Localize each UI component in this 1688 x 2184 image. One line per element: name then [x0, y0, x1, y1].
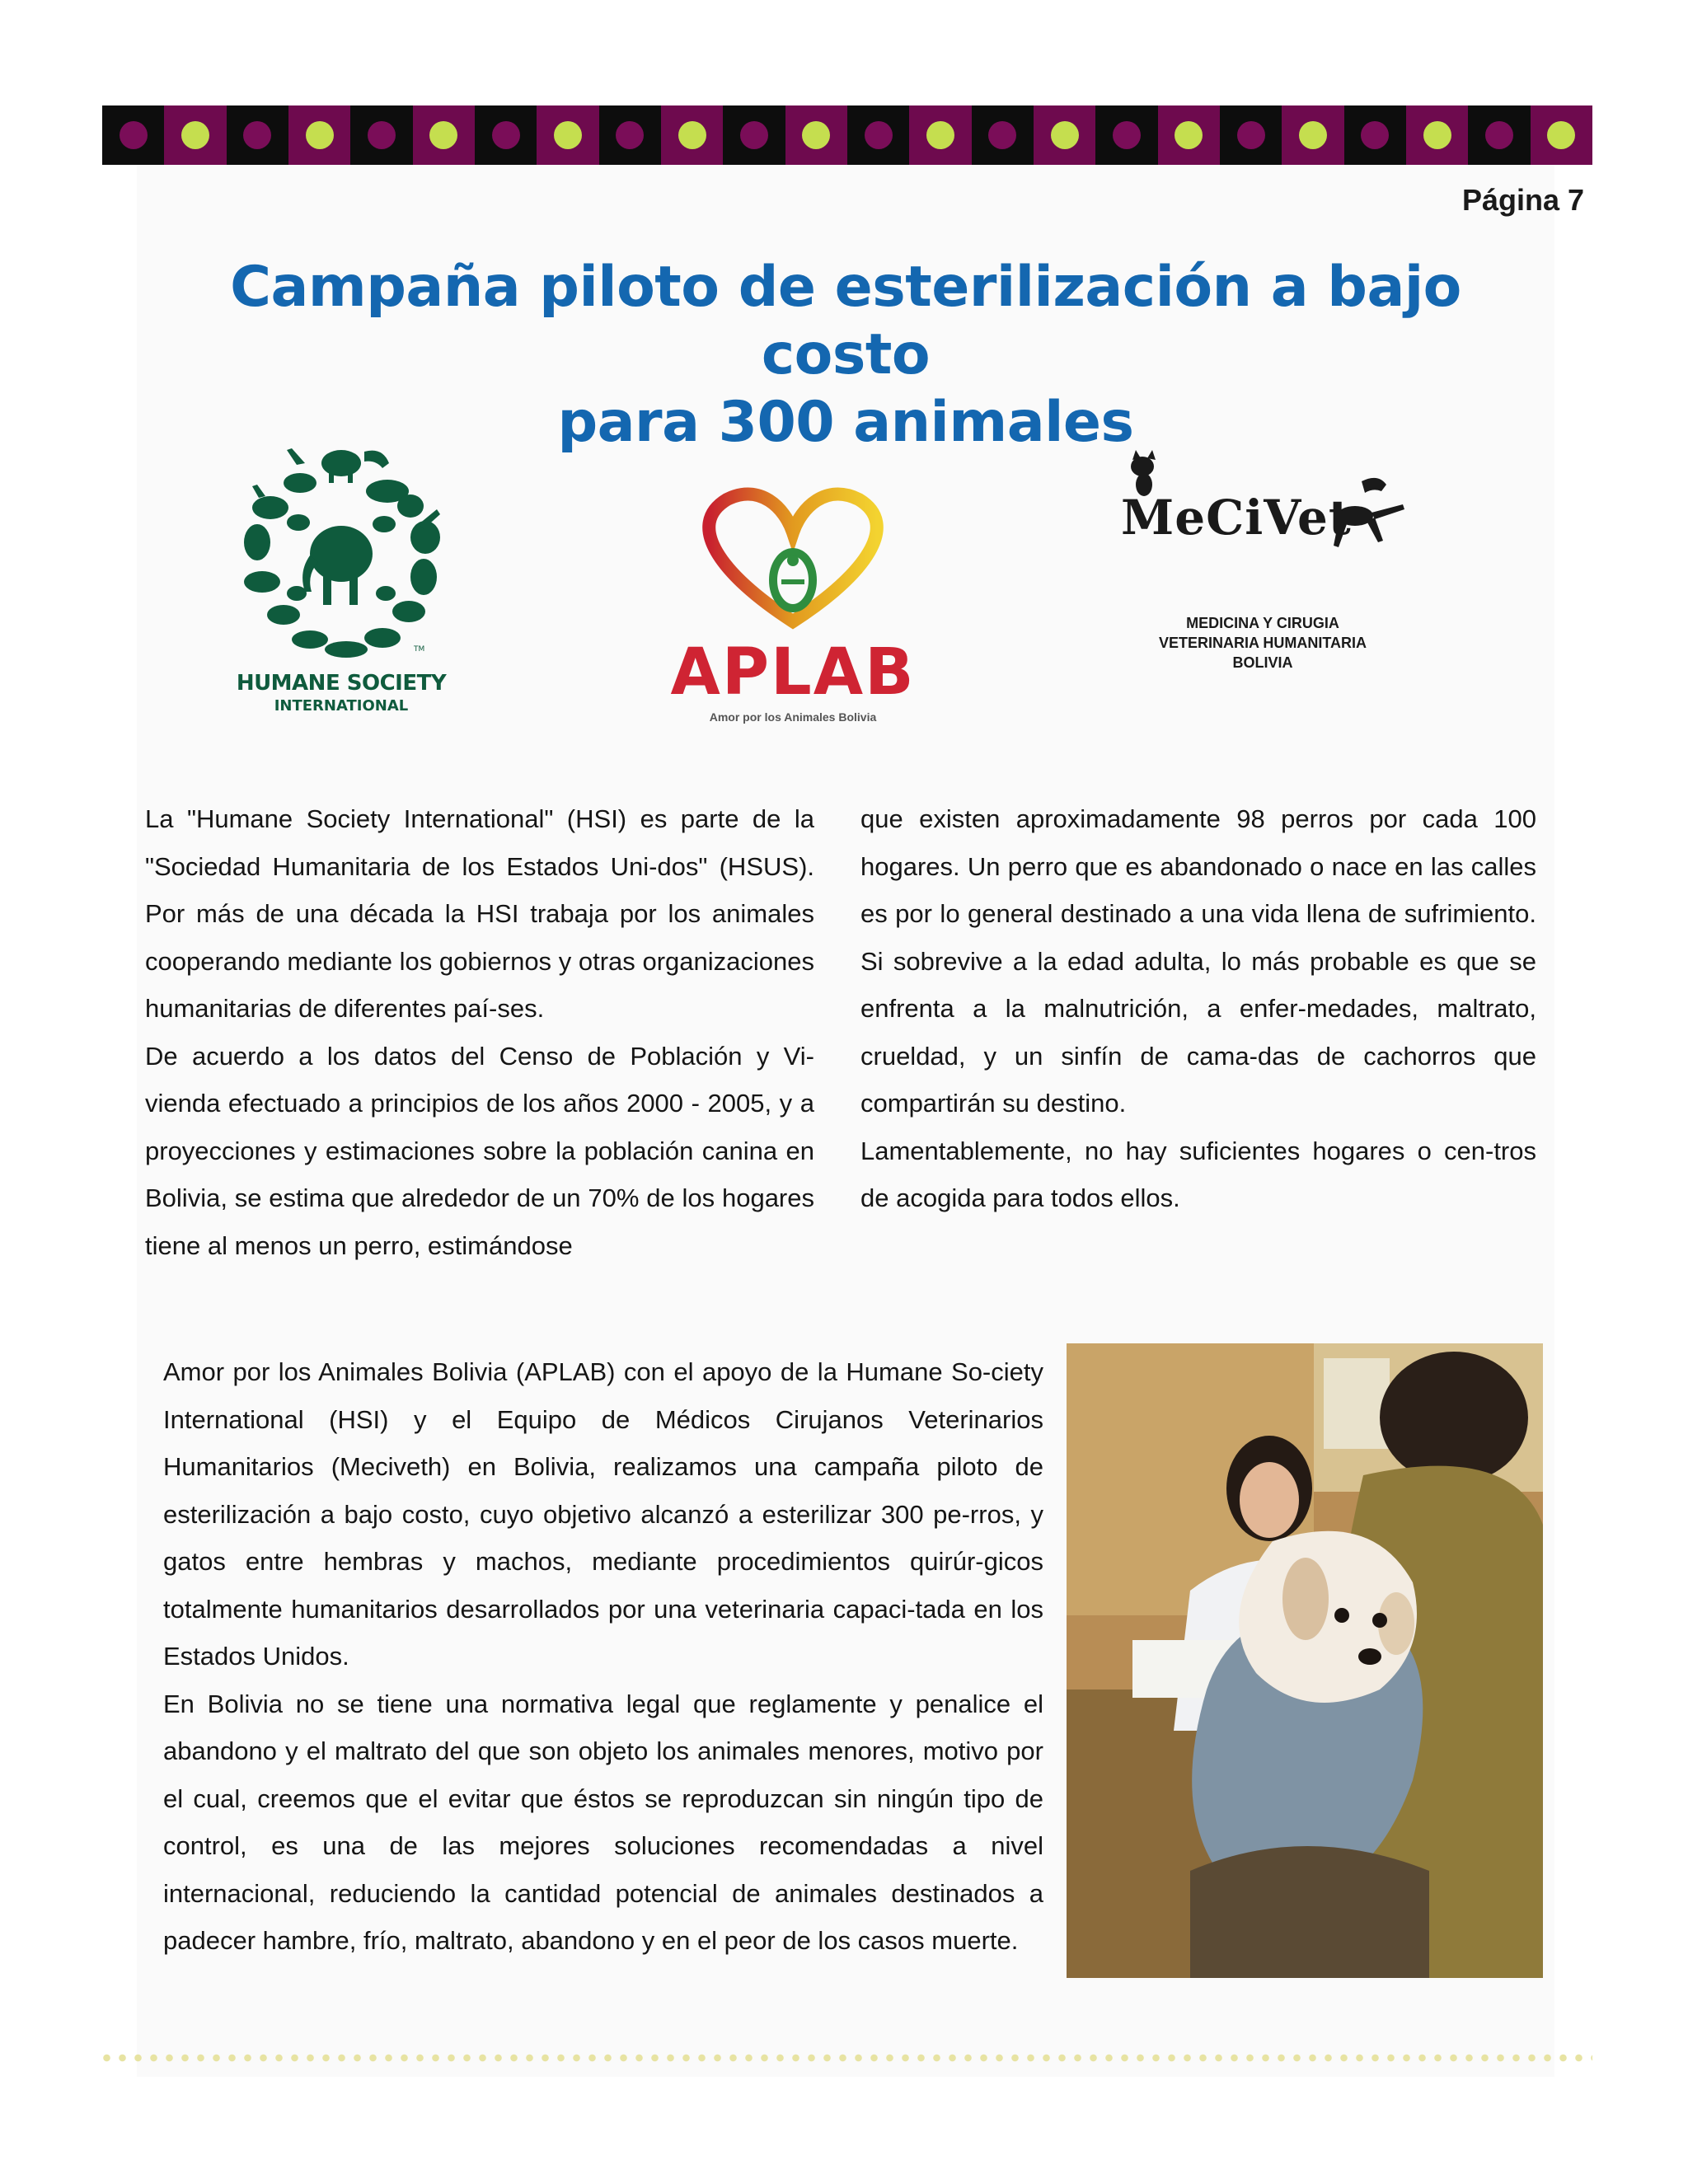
page-number: Página 7	[1461, 183, 1584, 217]
band-cell	[1531, 105, 1592, 165]
band-dot	[1175, 121, 1203, 149]
mecivet-subtitle-line-3: BOLIVIA	[1232, 654, 1293, 671]
band-dot	[243, 121, 271, 149]
aplab-name: APLAB	[670, 635, 916, 710]
aplab-tagline: Amor por los Animales Bolivia	[709, 710, 877, 724]
band-dot	[926, 121, 954, 149]
decorative-header-band	[102, 105, 1592, 165]
band-dot	[802, 121, 830, 149]
trademark-mark: TM	[414, 645, 425, 654]
band-cell	[413, 105, 475, 165]
vet-with-dog-photo	[1067, 1343, 1543, 1978]
band-dot	[988, 121, 1016, 149]
paragraph-shelters: Lamentablemente, no hay suficientes hogares o cen-tros de acogida para todos ellos.	[860, 1136, 1536, 1212]
band-dot	[181, 121, 209, 149]
band-cell	[164, 105, 226, 165]
band-dot	[368, 121, 396, 149]
band-dot	[120, 121, 148, 149]
band-dot	[1237, 121, 1265, 149]
title-line-2: para 300 animales	[557, 390, 1134, 455]
hsi-logo-line-2: INTERNATIONAL	[274, 697, 409, 715]
hsi-logo-line-1: HUMANE SOCIETY	[236, 671, 447, 696]
band-dot	[1547, 121, 1575, 149]
band-cell	[785, 105, 847, 165]
band-cell	[288, 105, 350, 165]
band-dot	[1051, 121, 1079, 149]
paragraph-hsi-intro: La "Humane Society International" (HSI) es parte de la "Sociedad Humanitaria de los Estados Uni-dos" (HSUS). Por más de una década la HSI trabaja por los animales cooperando mediante los gobiernos y otras organizaciones humanitarias de diferentes paí-ses.	[145, 804, 814, 1023]
band-dot	[1113, 121, 1141, 149]
band-cell	[661, 105, 723, 165]
band-dot	[554, 121, 582, 149]
mecivet-name: MeCiVet	[1121, 490, 1352, 546]
band-cell	[599, 105, 661, 165]
band-cell	[1282, 105, 1343, 165]
animal-globe-icon	[218, 432, 465, 671]
mecivet-logo	[1114, 442, 1411, 681]
band-cell	[537, 105, 598, 165]
band-dot	[1361, 121, 1389, 149]
page-title	[137, 254, 1554, 457]
band-dot	[306, 121, 334, 149]
photo-illustration	[1067, 1343, 1543, 1978]
article-column-left	[145, 795, 814, 1269]
band-dot	[678, 121, 706, 149]
paragraph-campaign: Amor por los Animales Bolivia (APLAB) con el apoyo de la Humane So-ciety International (HSI) y el Equipo de Médicos Cirujanos Veterinarios Humanitarios (Meciveth) en Bolivia, realizamos una campaña piloto de esterilización a bajo costo, cuyo objetivo alcanzó a esterilizar 300 pe-rros, y gatos entre hembras y machos, mediante procedimientos quirúr-gicos totalmente humanitarios desarrollados por una veterinaria capaci-tada en los Estados Unidos.	[163, 1357, 1043, 1671]
footer-dotted-rule	[99, 2054, 1592, 2062]
band-cell	[102, 105, 164, 165]
title-line-1: Campaña piloto de esterilización a bajo costo	[230, 255, 1461, 387]
heart-icon	[669, 475, 917, 640]
band-cell	[350, 105, 412, 165]
band-dot	[1485, 121, 1513, 149]
band-dot	[616, 121, 644, 149]
paragraph-dogs-per-home: que existen aproximadamente 98 perros por cada 100 hogares. Un perro que es abandonado o nace en las calles es por lo general destinado a una vida llena de sufrimiento. Si sobrevive a la edad adulta, lo más probable es que se enfrenta a la malnutrición, a enfer-medades, maltrato, crueldad, y un sinfín de cama-das de cachorros que compartirán su destino.	[860, 804, 1536, 1118]
band-cell	[227, 105, 288, 165]
band-cell	[1158, 105, 1220, 165]
band-dot	[429, 121, 457, 149]
band-cell	[972, 105, 1034, 165]
band-dot	[1299, 121, 1327, 149]
article-lower-text	[163, 1348, 1043, 1965]
band-cell	[1468, 105, 1530, 165]
band-cell	[723, 105, 785, 165]
band-cell	[1406, 105, 1468, 165]
band-cell	[847, 105, 909, 165]
band-cell	[1344, 105, 1406, 165]
hsi-logo	[218, 432, 465, 715]
mecivet-subtitle-line-2: VETERINARIA HUMANITARIA	[1159, 635, 1367, 651]
band-dot	[865, 121, 893, 149]
aplab-logo	[669, 475, 917, 724]
partner-logos	[0, 429, 1688, 725]
band-dot	[1423, 121, 1451, 149]
band-dot	[740, 121, 768, 149]
band-cell	[1220, 105, 1282, 165]
mecivet-subtitle-line-1: MEDICINA Y CIRUGIA	[1186, 615, 1339, 631]
paragraph-census: De acuerdo a los datos del Censo de Población y Vi-vienda efectuado a principios de los años 2000 - 2005, y a proyecciones y estimaciones sobre la población canina en Bolivia, se estima que alrededor de un 70% de los hogares tiene al menos un perro, estimándose	[145, 1041, 814, 1260]
band-cell	[909, 105, 971, 165]
article-column-right	[860, 795, 1536, 1222]
mecivet-subtitle	[1114, 613, 1411, 673]
band-cell	[1034, 105, 1095, 165]
band-dot	[492, 121, 520, 149]
band-cell	[475, 105, 537, 165]
paragraph-legal: En Bolivia no se tiene una normativa legal que reglamente y penalice el abandono y el maltrato del que son objeto los animales menores, motivo por el cual, creemos que el evitar que éstos se reproduzcan sin ningún tipo de control, es una de las mejores soluciones recomendadas a nivel internacional, reduciendo la cantidad potencial de animales destinados a padecer hambre, frío, maltrato, abandono y en el peor de los casos muerte.	[163, 1689, 1043, 1955]
band-cell	[1095, 105, 1157, 165]
